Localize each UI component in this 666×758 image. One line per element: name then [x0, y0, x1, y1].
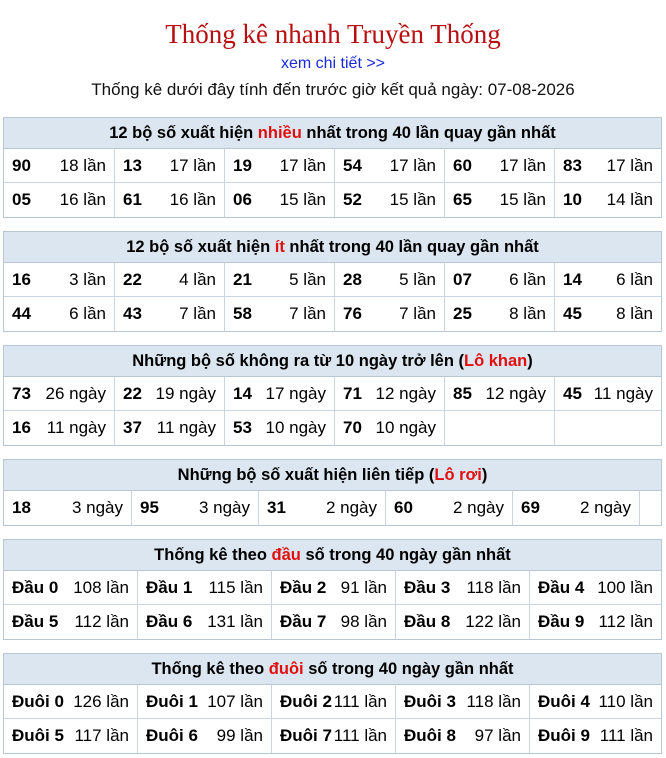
stat-value: 7 lần [399, 304, 436, 323]
table-row [4, 377, 661, 411]
heading-highlight: Lô khan [463, 352, 528, 370]
stat-key: Đầu 3 [404, 577, 451, 597]
stat-key: 70 [343, 418, 362, 437]
stat-value: 15 lần [279, 190, 326, 209]
heading-text: số trong 40 ngày gần nhất [300, 546, 511, 564]
page-title: Thống kê nhanh Truyền Thống [165, 19, 501, 49]
stat-cell [396, 685, 530, 718]
stat-cell [225, 297, 335, 331]
stat-key: 95 [140, 498, 159, 517]
stat-value: 3 lần [69, 269, 106, 289]
stat-key: 60 [453, 155, 472, 175]
stat-key: 90 [12, 155, 31, 175]
stat-value: 17 lần [389, 155, 436, 175]
lo-roi-panel [3, 459, 662, 526]
stat-cell [4, 571, 138, 604]
stat-cell [396, 719, 530, 753]
duoi-stats-panel [3, 653, 662, 754]
stat-key: Đầu 1 [146, 577, 193, 597]
table-row [4, 571, 661, 605]
heading-text: Thống kê theo [151, 660, 269, 678]
stat-cell [4, 491, 132, 525]
stat-key: 07 [453, 269, 472, 289]
stat-cell [530, 571, 661, 604]
stat-cell [225, 183, 335, 217]
stat-value: 12 ngày [375, 383, 436, 403]
stat-value: 111 lần [599, 726, 653, 745]
stat-cell [272, 571, 396, 604]
stat-value: 16 lần [169, 190, 216, 209]
stat-value: 11 ngày [156, 418, 216, 437]
stat-value: 118 lần [466, 577, 521, 597]
heading-text: 12 bộ số xuất hiện [126, 238, 275, 256]
heading-text: nhất trong 40 lần quay gần nhất [284, 238, 539, 256]
dau-stats-panel [3, 539, 662, 640]
stat-value: 14 lần [606, 190, 653, 209]
stat-key: 14 [233, 383, 252, 403]
panel-heading [4, 346, 661, 377]
stat-value: 18 lần [59, 155, 106, 175]
stat-key: 65 [453, 190, 472, 209]
stat-value: 91 lần [340, 577, 387, 597]
stat-key: 45 [563, 383, 582, 403]
stat-key: 22 [123, 269, 142, 289]
heading-highlight: đuôi [268, 660, 304, 678]
stat-value: 3 ngày [198, 498, 250, 517]
table-row [4, 183, 661, 217]
stat-cell [4, 377, 115, 410]
stat-cell [4, 685, 138, 718]
stat-key: 58 [233, 304, 252, 323]
stat-key: Đầu 2 [280, 577, 327, 597]
stat-value: 6 lần [509, 269, 546, 289]
stat-key: 54 [343, 155, 362, 175]
stat-cell [272, 719, 396, 753]
stat-key: 31 [267, 498, 286, 517]
stat-key: 60 [394, 498, 413, 517]
stat-value: 111 lần [333, 726, 387, 745]
lo-khan-panel [3, 345, 662, 446]
stat-cell [272, 605, 396, 639]
stat-key: Đuôi 2 [280, 691, 332, 711]
stat-key: 19 [233, 155, 252, 175]
panel-heading [4, 232, 661, 263]
stat-key: Đuôi 6 [146, 726, 198, 745]
stat-key: Đầu 8 [404, 612, 451, 631]
stat-value: 6 lần [616, 269, 653, 289]
stat-value: 112 lần [74, 612, 129, 631]
stat-value: 17 lần [499, 155, 546, 175]
stat-cell [530, 719, 661, 753]
stat-value: 8 lần [509, 304, 546, 323]
table-row [4, 719, 661, 753]
stat-value: 8 lần [616, 304, 653, 323]
stat-value: 5 lần [399, 269, 436, 289]
stat-key: Đuôi 8 [404, 726, 456, 745]
stat-cell [445, 263, 555, 296]
stat-cell [640, 491, 661, 525]
stat-cell [335, 263, 445, 296]
stat-key: 43 [123, 304, 142, 323]
stat-value: 107 lần [207, 691, 263, 711]
stat-key: Đầu 6 [146, 612, 193, 631]
stat-key: 73 [12, 383, 31, 403]
stat-key: 71 [343, 383, 362, 403]
stat-value: 98 lần [340, 612, 387, 631]
stat-cell [272, 685, 396, 718]
stat-cell [225, 377, 335, 410]
table-row [4, 491, 661, 525]
stat-cell [396, 605, 530, 639]
table-row [4, 149, 661, 183]
heading-highlight: đầu [271, 546, 301, 564]
stat-key: 44 [12, 304, 31, 323]
stat-cell [530, 605, 661, 639]
stat-value: 10 ngày [265, 418, 326, 437]
stat-key: Đầu 7 [280, 612, 327, 631]
panel-heading [4, 540, 661, 571]
stat-key: 25 [453, 304, 472, 323]
stat-value: 115 lần [208, 577, 263, 597]
stat-cell [115, 377, 225, 410]
heading-text: 12 bộ số xuất hiện [109, 124, 258, 142]
stat-key: 37 [123, 418, 142, 437]
stat-cell [555, 411, 661, 445]
stat-value: 2 ngày [452, 498, 504, 517]
date-note: Thống kê dưới đây tính đến trước giờ kết quả ngày: 07-08-2026 [91, 80, 575, 99]
stat-key: 69 [521, 498, 540, 517]
stat-key: Đuôi 4 [538, 691, 590, 711]
stat-cell [4, 183, 115, 217]
stat-value: 17 lần [279, 155, 326, 175]
stat-key: 13 [123, 155, 142, 175]
stat-key: 05 [12, 190, 31, 209]
heading-text: Những bộ số xuất hiện liên tiếp ( [177, 466, 435, 484]
stat-key: 14 [563, 269, 582, 289]
stat-key: 21 [233, 269, 252, 289]
table-row [4, 263, 661, 297]
heading-text: Những bộ số không ra từ 10 ngày trở lên ( [132, 352, 464, 370]
stat-cell [445, 297, 555, 331]
stat-key: 83 [563, 155, 582, 175]
stat-cell [115, 297, 225, 331]
heading-text: ) [527, 352, 533, 370]
stat-key: 10 [563, 190, 582, 209]
stat-key: Đầu 0 [12, 577, 59, 597]
stat-value: 16 lần [59, 190, 106, 209]
stat-value: 26 ngày [45, 383, 106, 403]
stat-key: Đuôi 0 [12, 691, 64, 711]
stat-key: 53 [233, 418, 252, 437]
stat-cell [225, 263, 335, 296]
stat-cell [115, 183, 225, 217]
stat-cell [138, 719, 272, 753]
stat-key: 61 [123, 190, 142, 209]
detail-link[interactable]: xem chi tiết >> [280, 55, 386, 72]
stat-value: 126 lần [73, 691, 129, 711]
stat-key: 45 [563, 304, 582, 323]
stat-value: 5 lần [289, 269, 326, 289]
stat-cell [4, 297, 115, 331]
stat-value: 7 lần [289, 304, 326, 323]
stat-cell [513, 491, 640, 525]
stat-key: 76 [343, 304, 362, 323]
stat-cell [555, 263, 661, 296]
heading-highlight: Lô rơi [434, 466, 482, 484]
stat-cell [530, 685, 661, 718]
stat-cell [555, 377, 661, 410]
stat-key: Đầu 4 [538, 577, 585, 597]
stat-cell [115, 263, 225, 296]
stat-cell [445, 377, 555, 410]
stat-cell [138, 685, 272, 718]
stat-cell [335, 297, 445, 331]
stat-cell [445, 411, 555, 445]
stat-value: 7 lần [179, 304, 216, 323]
stat-cell [555, 149, 661, 182]
stat-value: 99 lần [216, 726, 263, 745]
stat-cell [445, 149, 555, 182]
stat-key: 28 [343, 269, 362, 289]
stat-key: Đầu 5 [12, 612, 59, 631]
stat-cell [115, 411, 225, 445]
stat-value: 6 lần [69, 304, 106, 323]
stat-key: 85 [453, 383, 472, 403]
stat-key: 06 [233, 190, 252, 209]
least-frequent-panel [3, 231, 662, 332]
stat-value: 100 lần [597, 577, 653, 597]
panel-heading [4, 654, 661, 685]
most-frequent-panel [3, 117, 662, 218]
table-row [4, 605, 661, 639]
table-row [4, 411, 661, 445]
stat-cell [4, 149, 115, 182]
stat-cell [386, 491, 513, 525]
heading-text: nhất trong 40 lần quay gần nhất [301, 124, 556, 142]
stat-value: 11 ngày [593, 383, 653, 403]
stat-value: 19 ngày [155, 383, 216, 403]
stat-cell [335, 183, 445, 217]
stat-key: Đuôi 7 [280, 726, 332, 745]
heading-highlight: ít [274, 238, 285, 256]
stat-cell [138, 571, 272, 604]
panel-heading [4, 118, 661, 149]
stat-cell [4, 719, 138, 753]
table-row [4, 297, 661, 331]
stat-cell [4, 263, 115, 296]
stat-value: 2 ngày [325, 498, 377, 517]
stat-cell [445, 183, 555, 217]
stat-key: Đuôi 1 [146, 691, 198, 711]
stat-cell [396, 571, 530, 604]
stat-value: 117 lần [74, 726, 129, 745]
stat-value: 112 lần [598, 612, 653, 631]
stat-cell [4, 411, 115, 445]
stat-value: 118 lần [466, 691, 521, 711]
stat-value: 3 ngày [71, 498, 123, 517]
stat-value: 15 lần [389, 190, 436, 209]
stat-value: 110 lần [598, 691, 653, 711]
table-row [4, 685, 661, 719]
stat-value: 122 lần [465, 612, 521, 631]
stat-cell [555, 297, 661, 331]
stat-value: 11 ngày [46, 418, 106, 437]
stat-value: 12 ngày [485, 383, 546, 403]
stat-key: 22 [123, 383, 142, 403]
stat-value: 17 lần [606, 155, 653, 175]
stat-key: 52 [343, 190, 362, 209]
stat-value: 131 lần [207, 612, 263, 631]
stat-value: 2 ngày [579, 498, 631, 517]
heading-text: ) [481, 466, 488, 484]
stat-cell [115, 149, 225, 182]
stat-cell [335, 149, 445, 182]
stat-cell [138, 605, 272, 639]
stat-key: 18 [12, 498, 31, 517]
stat-cell [555, 183, 661, 217]
panel-heading [4, 460, 661, 491]
stat-value: 97 lần [474, 726, 521, 745]
stat-cell [335, 411, 445, 445]
stat-cell [259, 491, 386, 525]
stat-key: Đầu 9 [538, 612, 585, 631]
stat-key: 16 [12, 418, 31, 437]
stat-value: 10 ngày [375, 418, 436, 437]
stat-key: 16 [12, 269, 31, 289]
stat-cell [4, 605, 138, 639]
stat-value: 15 lần [499, 190, 546, 209]
stat-value: 108 lần [73, 577, 129, 597]
heading-text: số trong 40 ngày gần nhất [303, 660, 514, 678]
heading-highlight: nhiều [257, 124, 302, 142]
stat-value: 17 lần [169, 155, 216, 175]
stat-cell [225, 149, 335, 182]
stat-cell [132, 491, 259, 525]
stat-key: Đuôi 5 [12, 726, 64, 745]
stat-cell [225, 411, 335, 445]
stat-value: 17 ngày [265, 383, 326, 403]
stat-value: 111 lần [333, 691, 387, 711]
heading-text: Thống kê theo [154, 546, 272, 564]
stat-key: Đuôi 9 [538, 726, 590, 745]
stat-value: 4 lần [179, 269, 216, 289]
stat-key: Đuôi 3 [404, 691, 456, 711]
stat-cell [335, 377, 445, 410]
